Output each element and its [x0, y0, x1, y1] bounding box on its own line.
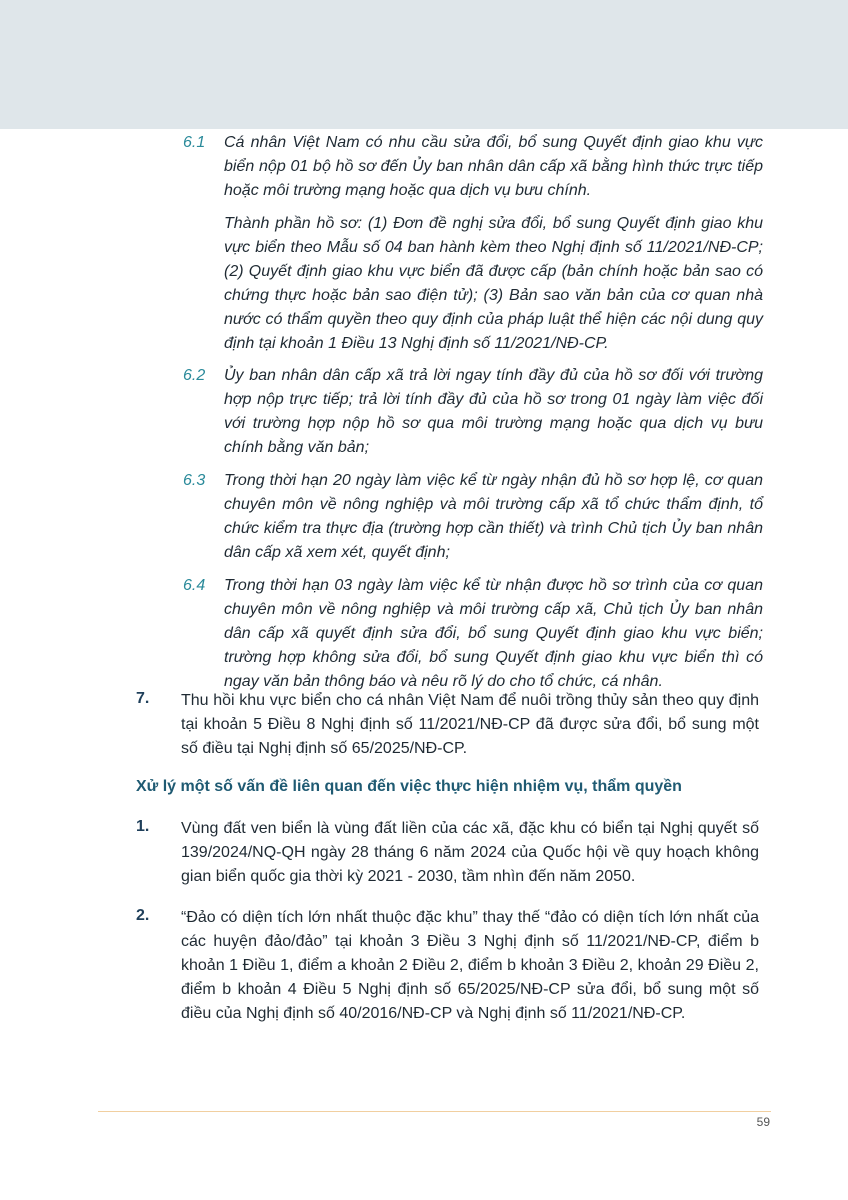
substep-6-4: [183, 574, 763, 694]
section-item-1-text: Vùng đất ven biển là vùng đất liền của các xã, đặc khu có biển tại Nghị quyết số 139/2024/NQ-QH ngày 28 tháng 6 năm 2024 của Quốc hội về quy hoạch không gian biển quốc gia thời kỳ 2021 - 2030, tầm nhìn đến năm 2050.: [181, 820, 759, 885]
footer-rule: [98, 1111, 771, 1112]
section-item-2-text: “Đảo có diện tích lớn nhất thuộc đặc khu” thay thế “đảo có diện tích lớn nhất của các huyện đảo/đảo” tại khoản 3 Điều 3 Nghị định số 11/2021/NĐ-CP, điểm b khoản 1 Điều 1, điểm a khoản 2 Điều 2, điểm b khoản 3 Điều 2, khoản 29 Điều 2, điểm b khoản 4 Điều 5 Nghị định số 65/2025/NĐ-CP sửa đổi, bổ sung một số điều của Nghị định số 40/2016/NĐ-CP và Nghị định số 11/2021/NĐ-CP.: [181, 909, 759, 1022]
substep-number: 6.2: [183, 367, 206, 384]
substep-extra-text: Thành phần hồ sơ: (1) Đơn đề nghị sửa đổi, bổ sung Quyết định giao khu vực biển theo Mẫu số 04 ban hành kèm theo Nghị định số 11/2021/NĐ-CP; (2) Quyết định giao khu vực biển đã được cấp (bản chính hoặc bản sao có chứng thực hoặc bản sao điện tử); (3) Bản sao văn bản của cơ quan nhà nước có thẩm quyền theo quy định của pháp luật thể hiện các nội dung quy định tại khoản 1 Điều 13 Nghị định số 11/2021/NĐ-CP.: [224, 215, 763, 352]
section-item-2-number: 2.: [136, 907, 150, 924]
substep-number: 6.1: [183, 134, 206, 151]
page-number: 59: [756, 1115, 770, 1129]
substep-text: Trong thời hạn 03 ngày làm việc kể từ nhận được hồ sơ trình của cơ quan chuyên môn về nông nghiệp và môi trường cấp xã, Chủ tịch Ủy ban nhân dân cấp xã quyết định sửa đổi, bổ sung Quyết định giao khu vực biển; trường hợp không sửa đổi, bổ sung Quyết định giao khu vực biển thì có ngay văn bản thông báo và nêu rõ lý do cho tổ chức, cá nhân.: [224, 577, 763, 690]
substep-list: [183, 131, 763, 694]
substep-6-2: [183, 364, 763, 460]
substep-number: 6.4: [183, 577, 206, 594]
header-band: [0, 0, 848, 129]
step-7-number: 7.: [136, 690, 150, 707]
section-item-1-number: 1.: [136, 818, 150, 835]
substep-number: 6.3: [183, 472, 206, 489]
substep-6-1: [183, 131, 763, 356]
section-title: Xử lý một số vấn đề liên quan đến việc thực hiện nhiệm vụ, thẩm quyền: [136, 778, 682, 795]
substep-text: Ủy ban nhân dân cấp xã trả lời ngay tính đầy đủ của hồ sơ đối với trường hợp nộp trực tiếp; trả lời tính đầy đủ của hồ sơ trong 01 ngày làm việc đối với trường hợp nộp hồ sơ qua môi trường mạng hoặc qua dịch vụ bưu chính bằng văn bản;: [224, 367, 763, 456]
substep-text: Trong thời hạn 20 ngày làm việc kể từ ngày nhận đủ hồ sơ hợp lệ, cơ quan chuyên môn về nông nghiệp và môi trường cấp xã tổ chức thẩm định, tổ chức kiểm tra thực địa (trường hợp cần thiết) và trình Chủ tịch Ủy ban nhân dân cấp xã xem xét, quyết định;: [224, 472, 763, 561]
step-7-text: Thu hồi khu vực biển cho cá nhân Việt Nam để nuôi trồng thủy sản theo quy định tại khoản 5 Điều 8 Nghị định số 11/2021/NĐ-CP đã được sửa đổi, bổ sung một số điều tại Nghị định số 65/2025/NĐ-CP.: [181, 692, 759, 757]
substep-text: Cá nhân Việt Nam có nhu cầu sửa đổi, bổ sung Quyết định giao khu vực biển nộp 01 bộ hồ sơ đến Ủy ban nhân dân cấp xã bằng hình thức trực tiếp hoặc môi trường mạng hoặc qua dịch vụ bưu chính.: [224, 134, 763, 199]
substep-6-3: [183, 469, 763, 565]
